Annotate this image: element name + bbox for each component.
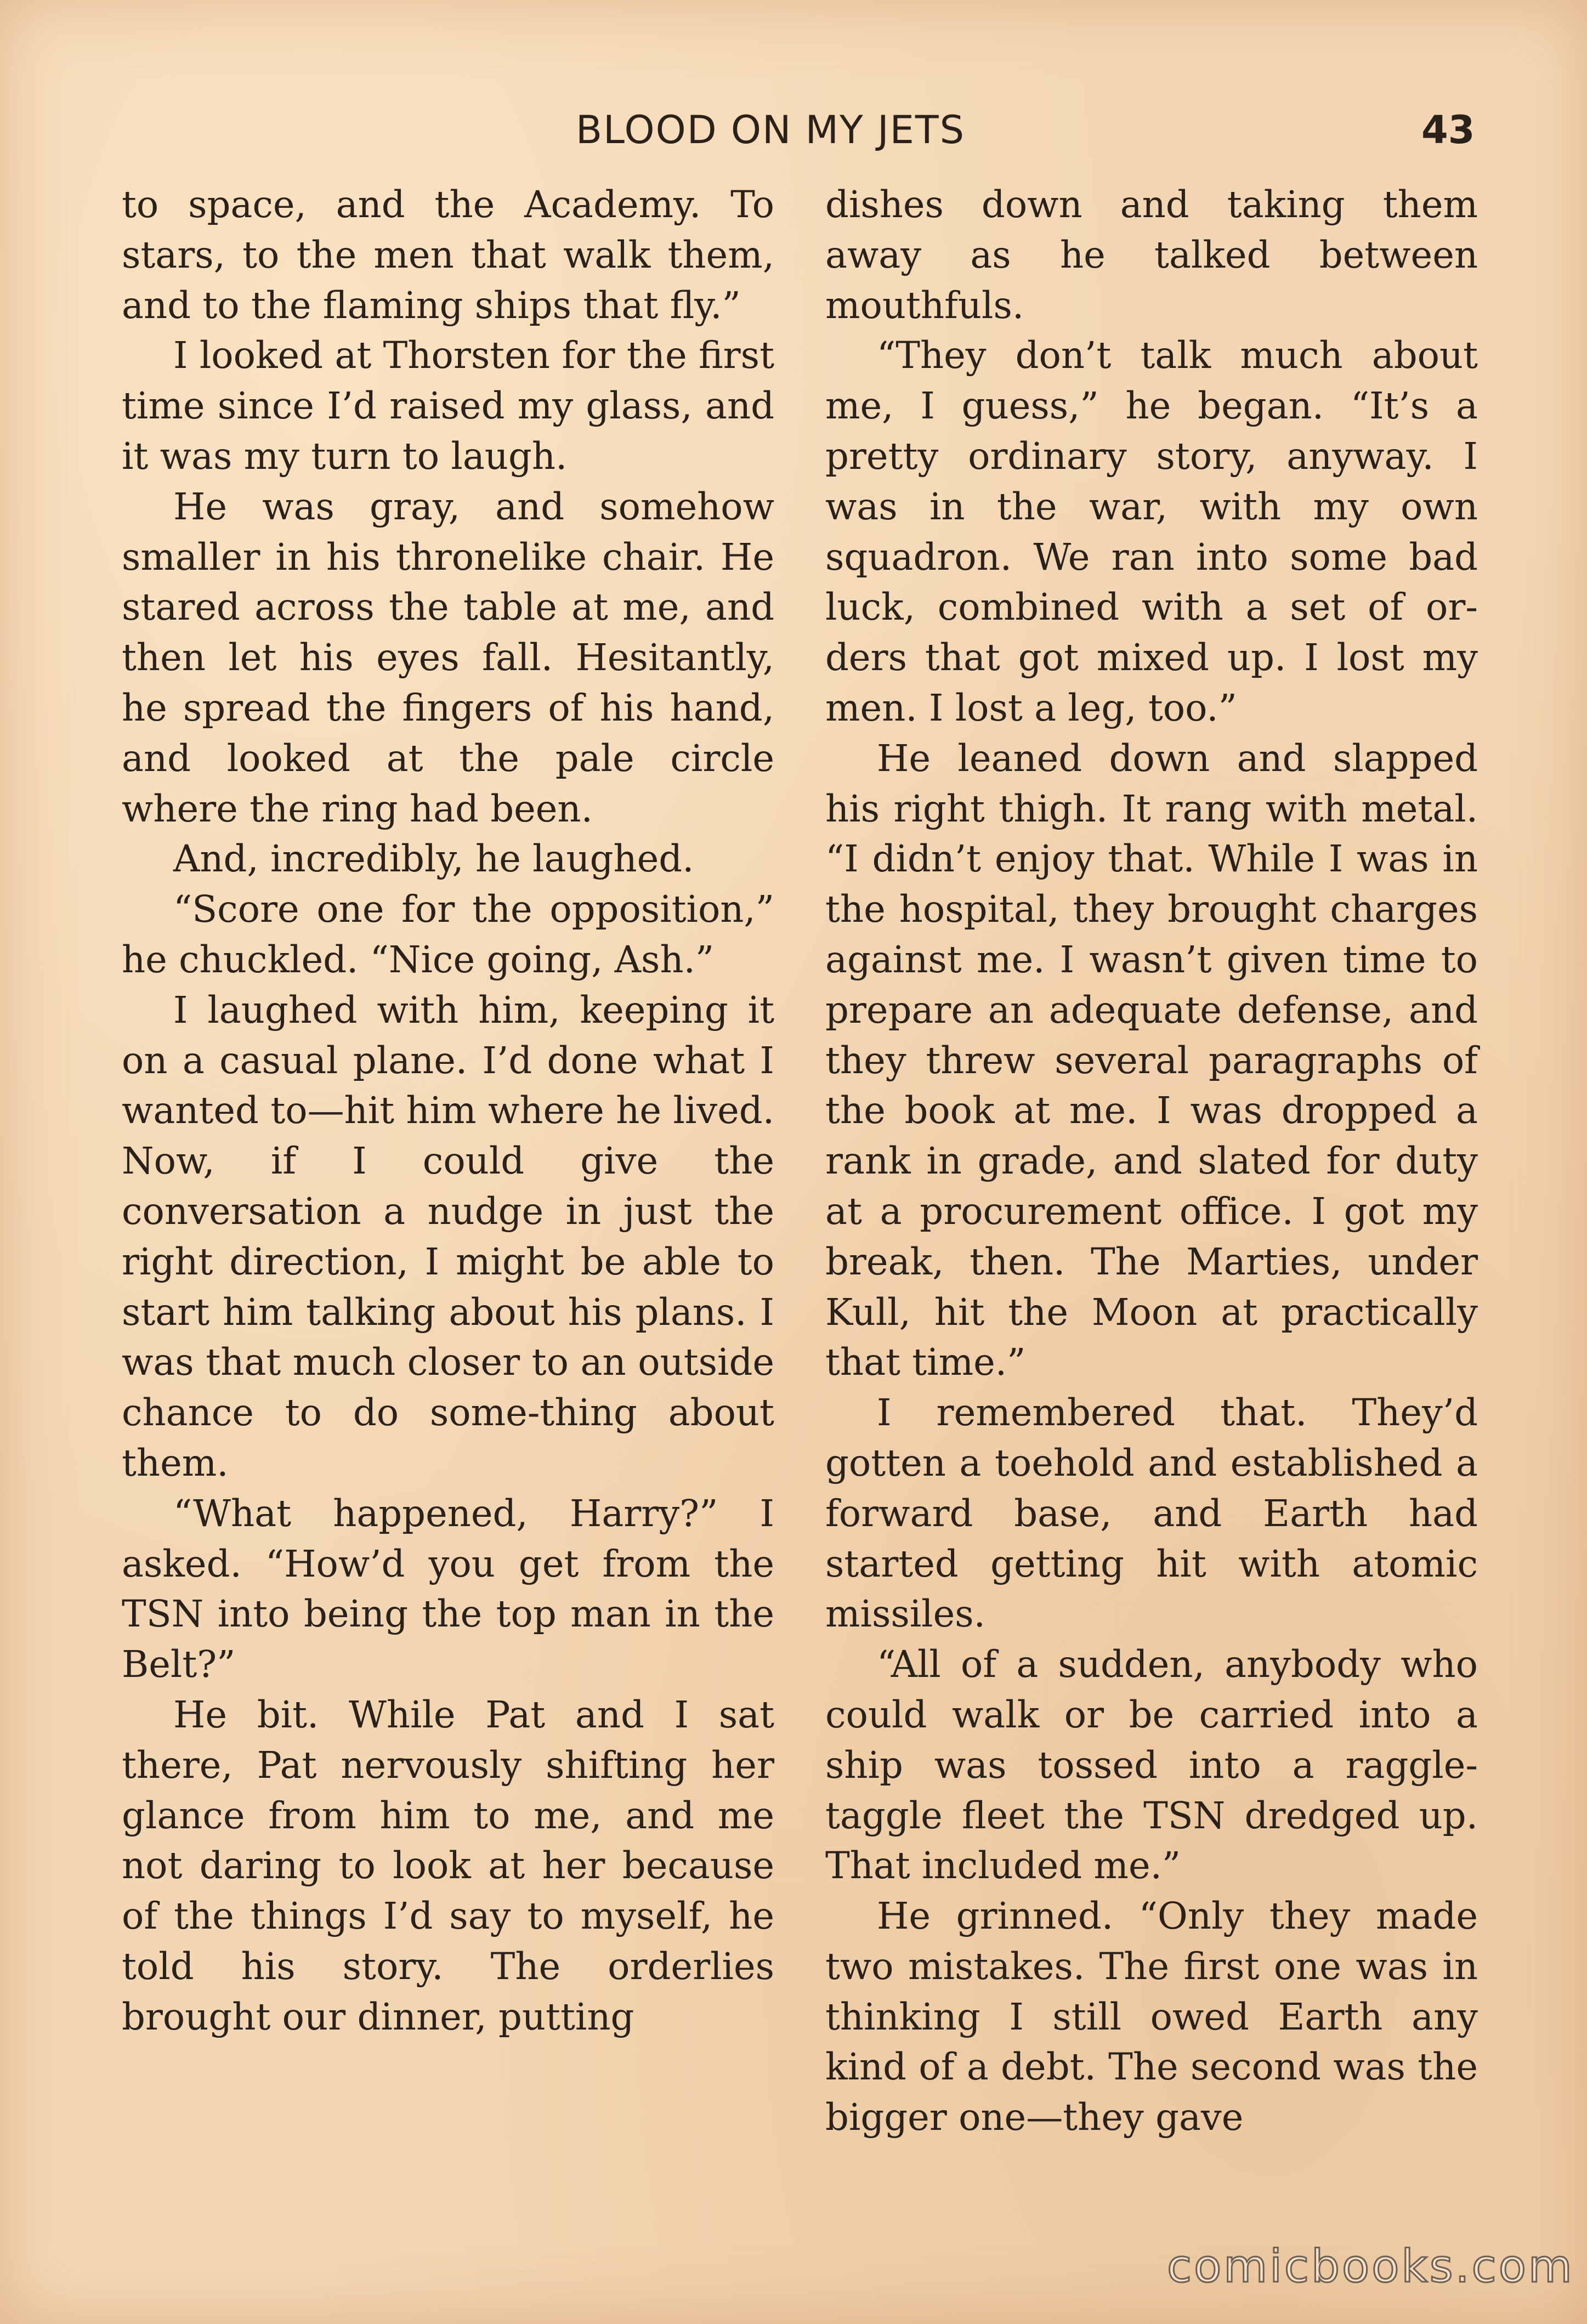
paragraph: dishes down and taking them away as he talked between mouthfuls. — [825, 183, 1478, 327]
paragraph: “What happened, Harry?” I asked. “How’d you get from the TSN into being the top man in the Belt?” — [122, 1492, 774, 1686]
paragraph: “Score one for the opposition,” he chuckled. “Nice going, Ash.” — [122, 888, 774, 981]
right-column — [825, 180, 1478, 2143]
paragraph: to space, and the Academy. To stars, to the men that walk them, and to the flaming ships that fly.” — [122, 183, 774, 327]
paragraph: He bit. While Pat and I sat there, Pat nervously shifting her glance from him to me, and me not daring to look at her because of the things I’d say to myself, he told his story. The orderlies brought our dinner, putting — [122, 1693, 774, 2038]
paragraph: He was gray, and somehow smaller in his thronelike chair. He stared across the table at me, and then let his eyes fall. Hesitantly, he spread the fingers of his hand, and looked at the pale circle where the ring had been. — [122, 485, 774, 830]
paragraph: He grinned. “Only they made two mistakes. The first one was in thinking I still owed Earth any kind of a debt. The second was the bigger one—they gave — [825, 1895, 1478, 2139]
left-column — [122, 180, 774, 2042]
paragraph: “They don’t talk much about me, I guess,” he began. “It’s a pretty ordinary story, anyway. I was in the war, with my own squadron. We ran into some bad luck, combined with a set of or-ders that got mixed up. I lost my men. I lost a leg, too.” — [825, 334, 1478, 729]
paragraph: I laughed with him, keeping it on a casual plane. I’d done what I wanted to—hit him where he lived. Now, if I could give the conversation a nudge in just the right direction, I might be able to start him talking about his plans. I was that much closer to an outside chance to do some-thing about them. — [122, 988, 774, 1484]
watermark: comicbooks.com — [1167, 2241, 1574, 2293]
paragraph: And, incredibly, he laughed. — [173, 837, 694, 881]
page-number: 43 — [1421, 107, 1475, 152]
paragraph: I looked at Thorsten for the first time since I’d raised my glass, and it was my turn to laugh. — [122, 334, 774, 478]
paragraph: He leaned down and slapped his right thigh. It rang with metal. “I didn’t enjoy that. While I was in the hospital, they brought charges against me. I wasn’t given time to prepare an adequate defense, and they threw several paragraphs of the book at me. I was dropped a rank in grade, and slated for duty at a procurement office. I got my break, then. The Marties, under Kull, hit the Moon at practically that time.” — [825, 736, 1478, 1384]
paragraph: I remembered that. They’d gotten a toehold and established a forward base, and Earth had started getting hit with atomic missiles. — [825, 1391, 1478, 1636]
paragraph: “All of a sudden, anybody who could walk or be carried into a ship was tossed into a raggle-taggle fleet the TSN dredged up. That included me.” — [825, 1643, 1478, 1887]
running-title: BLOOD ON MY JETS — [576, 107, 966, 152]
